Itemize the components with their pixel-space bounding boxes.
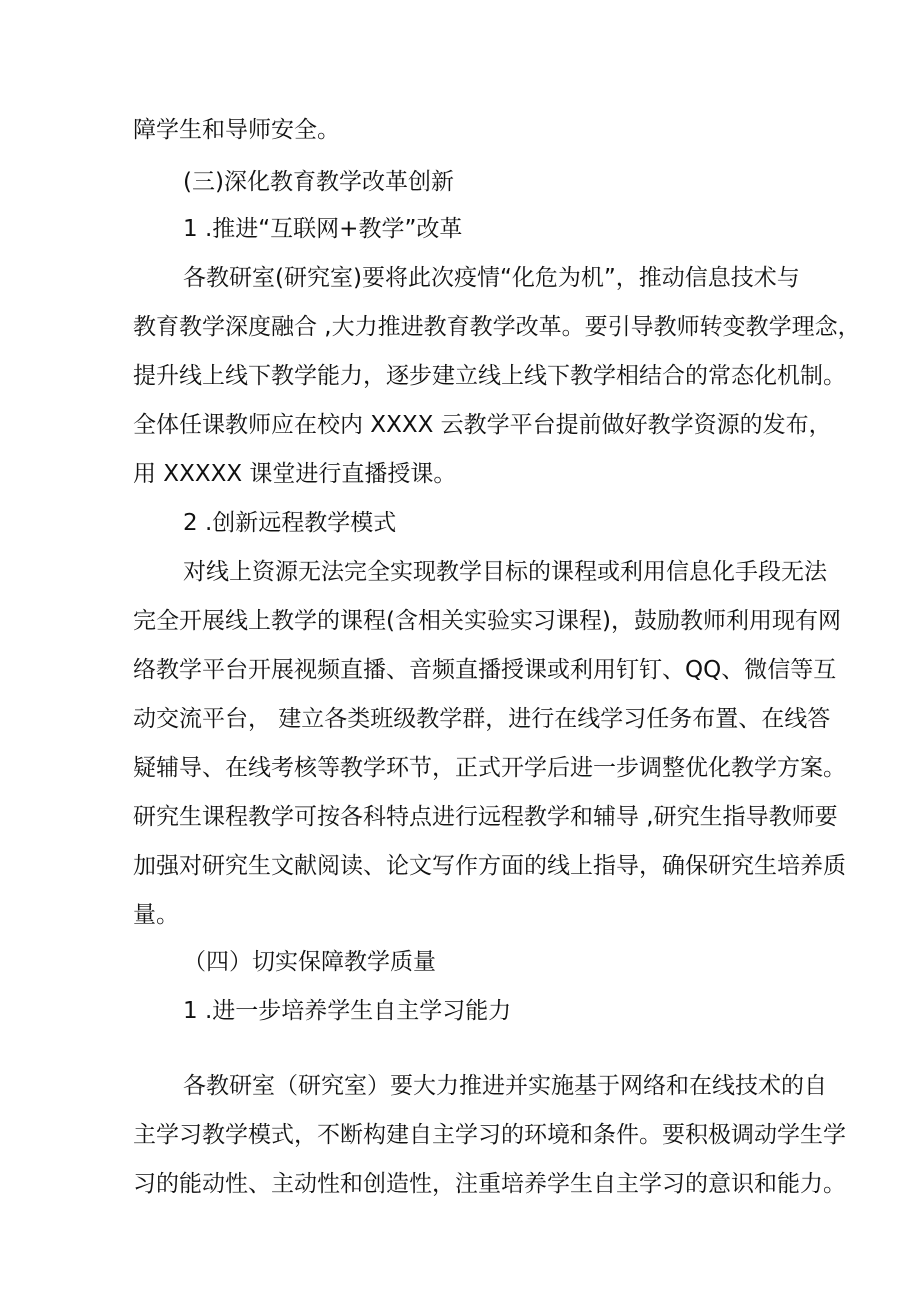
paragraph-line: 教育教学深度融合 ,大力推进教育教学改革。要引导教师转变教学理念， (133, 314, 861, 340)
paragraph-line: 主学习教学模式，不断构建自主学习的环境和条件。要积极调动学生学 (133, 1122, 846, 1148)
subsection-heading-3-1: 1 .推进“互联网+教学”改革 (183, 216, 463, 242)
paragraph-line: 疑辅导、在线考核等教学环节，正式开学后进一步调整优化教学方案。 (133, 755, 846, 781)
paragraph-line: 障学生和导师安全。 (133, 117, 340, 143)
paragraph-line: 络教学平台开展视频直播、音频直播授课或利用钉钉、QQ、微信等互 (133, 657, 837, 683)
subsection-heading-4-1: 1 .进一步培养学生自主学习能力 (183, 998, 512, 1024)
paragraph-line: 加强对研究生文献阅读、论文写作方面的线上指导，确保研究生培养质 (133, 853, 846, 879)
paragraph-line: 完全开展线上教学的课程(含相关实验实习课程)，鼓励教师利用现有网 (133, 608, 841, 634)
paragraph-line: 研究生课程教学可按各科特点进行远程教学和辅导 ,研究生指导教师要 (133, 804, 838, 830)
paragraph-line: 动交流平台， 建立各类班级教学群，进行在线学习任务布置、在线答 (133, 706, 831, 732)
paragraph-line: 提升线上线下教学能力，逐步建立线上线下教学相结合的常态化机制。 (133, 363, 846, 389)
section-heading-3: (三)深化教育教学改革创新 (183, 169, 454, 195)
paragraph-line: 全体任课教师应在校内 XXXX 云教学平台提前做好教学资源的发布， (133, 412, 832, 438)
paragraph-line: 各教研室（研究室）要大力推进并实施基于网络和在线技术的自 (183, 1073, 827, 1099)
paragraph-line: 量。 (133, 902, 179, 928)
paragraph-line: 用 XXXXX 课堂进行直播授课。 (133, 461, 457, 487)
paragraph-line: 各教研室(研究室)要将此次疫情“化危为机”，推动信息技术与 (183, 265, 800, 291)
subsection-heading-3-2: 2 .创新远程教学模式 (183, 510, 397, 536)
paragraph-line: 对线上资源无法完全实现教学目标的课程或利用信息化手段无法 (183, 559, 827, 585)
paragraph-line: 习的能动性、主动性和创造性，注重培养学生自主学习的意识和能力。 (133, 1171, 846, 1197)
section-heading-4: （四）切实保障教学质量 (183, 949, 436, 975)
